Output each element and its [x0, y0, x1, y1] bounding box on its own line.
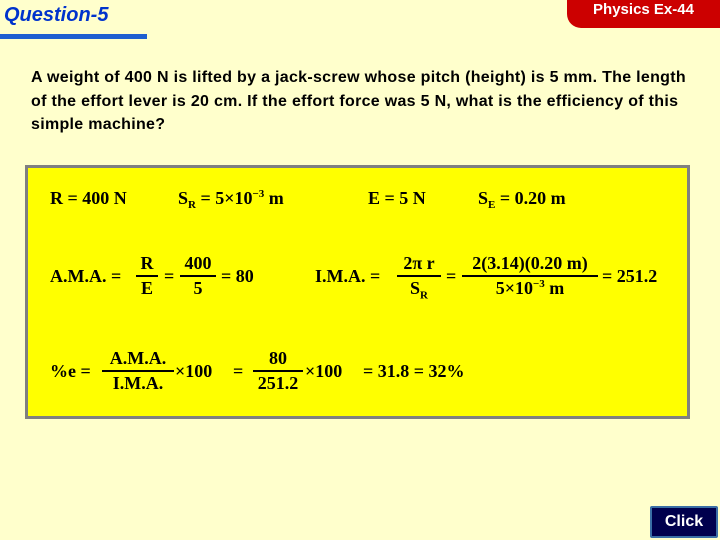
title-underline: [0, 34, 147, 39]
topic-tag: Physics Ex-44: [567, 0, 720, 28]
eff-fraction-symbolic: A.M.A. I.M.A.: [102, 348, 174, 394]
eff-label: %e =: [50, 361, 91, 381]
se-value: = 0.20 m: [499, 188, 566, 208]
sr-symbol: $S_R$: [178, 188, 196, 211]
page-title: Question-5: [4, 4, 109, 26]
ima-fraction-symbolic: 2π r $S_R$: [397, 253, 441, 302]
click-button[interactable]: Click: [650, 506, 718, 538]
solution-panel: [25, 165, 690, 419]
given-e: E = 5 N: [368, 188, 426, 208]
sr-value: = 5×10: [200, 188, 253, 208]
ama-fraction-numeric: 400 5: [180, 253, 216, 299]
eff-fraction-numeric: 80 251.2: [253, 348, 303, 394]
se-symbol: $S_E$: [478, 188, 496, 211]
ima-label: I.M.A. =: [315, 266, 381, 286]
ima-result: = 251.2: [602, 266, 658, 286]
eff-equals: =: [233, 361, 244, 381]
ima-equals: =: [446, 266, 457, 286]
ama-label: A.M.A. =: [50, 266, 122, 286]
given-sr: [178, 188, 284, 211]
ama-result: = 80: [221, 266, 254, 286]
question-text: A weight of 400 N is lifted by a jack-screw whose pitch (height) is 5 mm. The length of the effort lever is 20 cm. If the effort force was 5 N, what is the efficiency of this simple machine?: [31, 69, 686, 133]
eff-multiplier: ×100: [175, 361, 213, 381]
eff-result: = 31.8 = 32%: [363, 361, 465, 381]
sr-exponent: −3: [252, 188, 265, 200]
ama-fraction-symbolic: R E: [136, 253, 158, 299]
given-r: R = 400 N: [50, 188, 127, 208]
ama-equals: =: [164, 266, 175, 286]
ima-fraction-numeric: 2(3.14)(0.20 m) $5\times 10^{-3}$ m: [462, 253, 598, 299]
given-se: [478, 188, 566, 211]
sr-unit: m: [268, 188, 284, 208]
eff-multiplier-2: ×100: [305, 361, 343, 381]
